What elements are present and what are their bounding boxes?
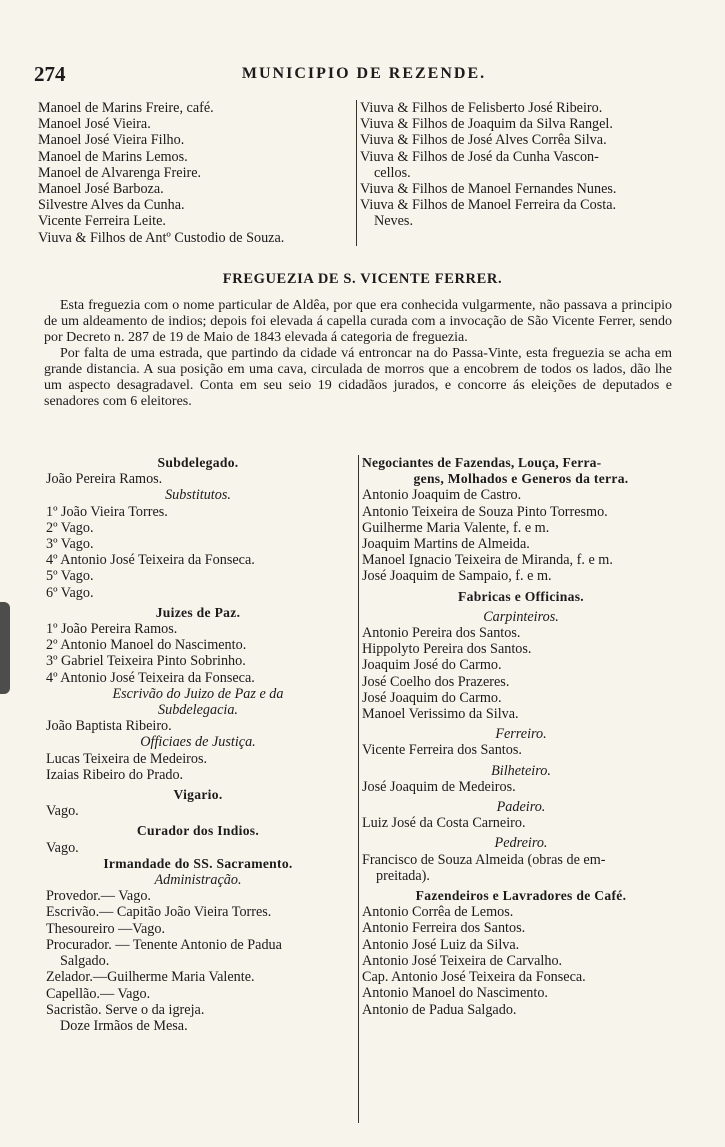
list-item: 1º João Pereira Ramos.	[46, 621, 178, 638]
list-item: 3º Vago.	[46, 536, 94, 553]
list-item: Manoel de Alvarenga Freire.	[38, 164, 202, 181]
list-item: Silvestre Alves da Cunha.	[38, 197, 185, 214]
list-item: Antonio Corrêa de Lemos.	[362, 904, 514, 921]
list-item: Antonio Teixeira de Souza Pinto Torresmo.	[362, 503, 608, 520]
list-item: Zelador.—Guilherme Maria Valente.	[46, 969, 255, 986]
list-item: Doze Irmãos de Mesa.	[60, 1017, 188, 1034]
negociantes-heading: Negociantes de Fazendas, Louça, Ferra-	[362, 455, 602, 470]
list-item: Manoel Verissimo da Silva.	[362, 706, 519, 723]
list-item: Manoel José Vieira Filho.	[38, 132, 185, 149]
list-item: Antonio Ferreira dos Santos.	[362, 920, 526, 937]
page-number: 274	[34, 62, 66, 86]
fabricas-heading: Fabricas e Officinas.	[458, 588, 584, 604]
section-description	[44, 298, 672, 410]
list-item: Antonio José Teixeira de Carvalho.	[362, 952, 563, 969]
paragraph: Esta freguezia com o nome particular de Aldêa, por que era conhecida vulgarmente, não passava a principio de um aldeamento de indios; depois foi elevada á capella curada com a invocação de São Vicente Ferrer, sendo por Decreto n. 287 de 19 de Maio de 1843 elevada á categoria de freguezia.	[44, 298, 672, 345]
list-item: Viuva & Filhos de Manoel Fernandes Nunes.	[360, 181, 617, 198]
list-item: Antonio de Padua Salgado.	[362, 1001, 517, 1018]
escrivao-heading-cont: Subdelegacia.	[158, 702, 238, 719]
padeiro-heading: Padeiro.	[496, 799, 546, 816]
top-left-column	[38, 100, 354, 246]
list-item: Procurador. — Tenente Antonio de Padua	[46, 936, 282, 953]
juizes-heading: Juizes de Paz.	[155, 604, 241, 620]
list-item: Antonio Pereira dos Santos.	[362, 625, 521, 642]
carpinteiros-heading: Carpinteiros.	[483, 608, 559, 625]
list-item: Manoel de Marins Lemos.	[38, 148, 188, 165]
substitutos-heading: Substitutos.	[165, 487, 231, 504]
list-item: cellos.	[374, 164, 411, 181]
list-item: 2º Vago.	[46, 519, 94, 536]
list-item: Guilherme Maria Valente, f. e m.	[362, 519, 550, 536]
list-item: Izaias Ribeiro do Prado.	[46, 766, 184, 783]
list-item: Joaquim Martins de Almeida.	[362, 536, 530, 553]
curador-heading: Curador dos Indios.	[136, 823, 260, 839]
list-item: Vicente Ferreira Leite.	[38, 213, 166, 230]
list-item: Manoel José Barboza.	[38, 181, 164, 198]
list-item: Vicente Ferreira dos Santos.	[362, 742, 522, 759]
list-item: 4º Antonio José Teixeira da Fonseca.	[46, 552, 255, 569]
list-item: Cap. Antonio José Teixeira da Fonseca.	[362, 969, 586, 986]
list-item: Antonio Joaquim de Castro.	[362, 487, 522, 504]
administracao-heading: Administração.	[154, 872, 242, 889]
list-item: Salgado.	[60, 953, 110, 970]
list-item: Viuva & Filhos de José Alves Corrêa Silva.	[360, 132, 607, 149]
list-item: Thesoureiro —Vago.	[46, 920, 165, 937]
pedreiro-heading: Pedreiro.	[494, 835, 548, 852]
list-item: Viuva & Filhos de Antº Custodio de Souza.	[38, 229, 285, 246]
list-item: Manoel Ignacio Teixeira de Miranda, f. e m.	[362, 552, 613, 569]
list-item: João Pereira Ramos.	[46, 471, 163, 488]
running-title: MUNICIPIO DE REZENDE.	[241, 65, 487, 82]
bilheteiro-heading: Bilheteiro.	[491, 762, 551, 779]
page-edge-stain	[0, 602, 10, 694]
list-item: Vago.	[46, 803, 79, 820]
list-item: João Baptista Ribeiro.	[46, 718, 172, 735]
list-item: Capellão.— Vago.	[46, 985, 151, 1002]
list-item: Sacristão. Serve o da igreja.	[46, 1001, 205, 1018]
list-item: 4º Antonio José Teixeira da Fonseca.	[46, 669, 255, 686]
list-item: Antonio Manoel do Nascimento.	[362, 985, 548, 1002]
list-item: Viuva & Filhos de Felisberto José Ribeiro.	[360, 100, 603, 116]
top-right-column	[360, 100, 680, 230]
escrivao-heading: Escrivão do Juizo de Paz e da	[112, 685, 284, 702]
list-item: 1º João Vieira Torres.	[46, 503, 168, 520]
list-item: Joaquim José do Carmo.	[362, 657, 502, 674]
officiaes-heading: Officiaes de Justiça.	[140, 734, 256, 751]
lower-right-column	[362, 455, 680, 1018]
ferreiro-heading: Ferreiro.	[495, 726, 547, 743]
list-item: Neves.	[374, 213, 414, 230]
list-item: Manoel José Vieira.	[38, 116, 151, 133]
list-item: José Joaquim de Medeiros.	[362, 778, 516, 795]
list-item: Luiz José da Costa Carneiro.	[362, 815, 526, 832]
page-header	[34, 62, 694, 88]
irmandade-heading: Irmandade do SS. Sacramento.	[103, 855, 293, 871]
column-divider	[356, 100, 357, 246]
list-item: Vago.	[46, 839, 79, 856]
subdelegado-heading: Subdelegado.	[157, 455, 239, 470]
list-item: preitada).	[376, 867, 430, 884]
lower-left-column	[46, 455, 350, 1034]
list-item: Provedor.— Vago.	[46, 888, 151, 905]
list-item: Hippolyto Pereira dos Santos.	[362, 641, 532, 658]
list-item: José Coelho dos Prazeres.	[362, 673, 510, 690]
list-item: Escrivão.— Capitão João Vieira Torres.	[46, 904, 272, 921]
list-item: Manoel de Marins Freire, café.	[38, 100, 214, 116]
list-item: 5º Vago.	[46, 568, 94, 585]
list-item: Lucas Teixeira de Medeiros.	[46, 750, 208, 767]
list-item: Viuva & Filhos de Manoel Ferreira da Costa.	[360, 197, 617, 214]
vigario-heading: Vigario.	[173, 787, 223, 803]
list-item: Antonio José Luiz da Silva.	[362, 936, 520, 953]
list-item: José Joaquim de Sampaio, f. e m.	[362, 568, 552, 585]
list-item: Francisco de Souza Almeida (obras de em-	[362, 851, 606, 868]
list-item: 2º Antonio Manoel do Nascimento.	[46, 637, 247, 654]
paragraph: Por falta de uma estrada, que partindo da cidade vá entroncar na do Passa-Vinte, esta freguezia se acha em grande distancia. A sua posição em uma cava, circulada de morros que a encobrem de todos os lados, dão lhe um aspecto desagradavel. Conta em seu seio 19 cidadãos jurados, e concorre ás eleições de deputados e senadores com 6 eleitores.	[44, 346, 672, 409]
section-title: FREGUEZIA DE S. VICENTE FERRER.	[222, 271, 503, 287]
list-item: 3º Gabriel Teixeira Pinto Sobrinho.	[46, 653, 246, 670]
column-divider	[358, 455, 359, 1123]
list-item: Viuva & Filhos de Joaquim da Silva Rangel.	[360, 116, 613, 133]
fazendeiros-heading: Fazendeiros e Lavradores de Café.	[415, 888, 627, 904]
list-item: Viuva & Filhos de José da Cunha Vascon-	[360, 148, 599, 165]
negociantes-heading-cont: gens, Molhados e Generos da terra.	[413, 471, 629, 487]
list-item: José Joaquim do Carmo.	[362, 689, 502, 706]
list-item: 6º Vago.	[46, 584, 94, 601]
